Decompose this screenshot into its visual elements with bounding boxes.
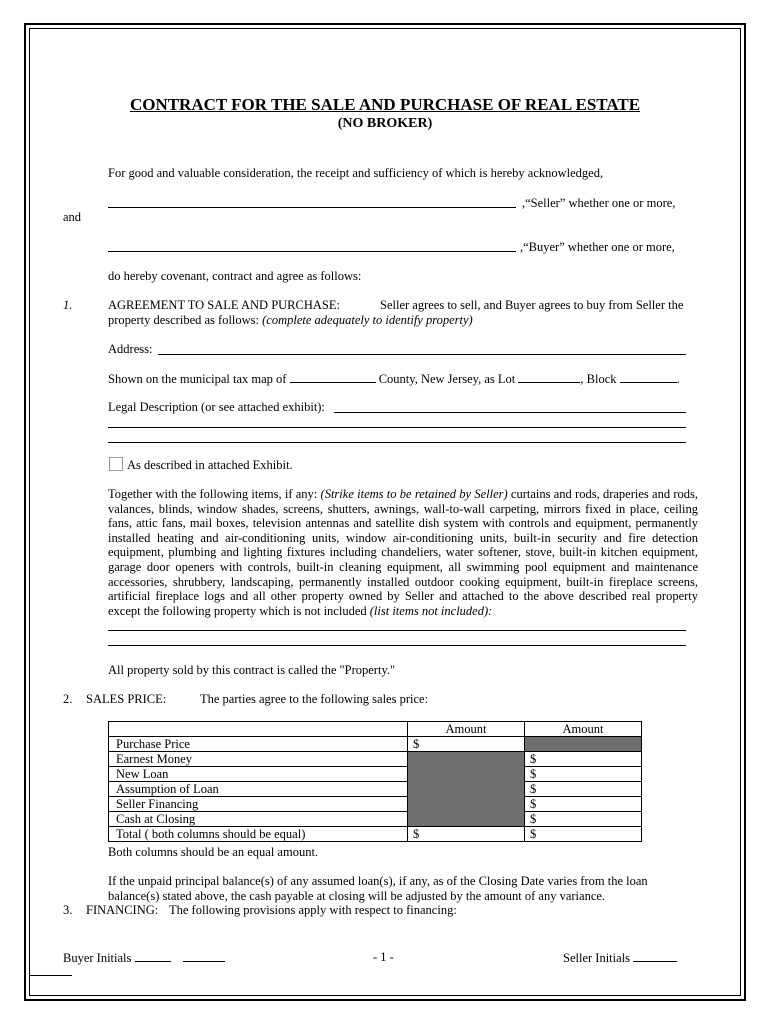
amount-cell[interactable]: $: [525, 782, 642, 797]
block-field[interactable]: [620, 371, 677, 383]
buyer-initials-field-1[interactable]: [135, 950, 171, 962]
exhibit-label: As described in attached Exhibit.: [127, 458, 293, 472]
row-label: Purchase Price: [109, 737, 408, 752]
amount-cell[interactable]: $: [525, 827, 642, 842]
legal-description-field-2[interactable]: [108, 427, 686, 428]
items-not-included-instruction: (list items not included):: [369, 603, 493, 618]
exhibit-checkbox[interactable]: [109, 457, 123, 471]
shaded-cell: [525, 737, 642, 752]
legal-description-field-1[interactable]: [334, 412, 686, 413]
taxmap-line: [108, 371, 680, 387]
taxmap-label-b: County, New Jersey, as Lot: [378, 372, 516, 386]
variance-paragraph: If the unpaid principal balance(s) of any assumed loan(s), if any, as of the Closing Date varies from the loan balance(s) stated above, the cash payable at closing will be adjusted by the amount of any variance.: [108, 874, 648, 903]
seller-initials-field[interactable]: [633, 950, 677, 962]
address-label: Address:: [108, 342, 153, 356]
amount-cell[interactable]: $: [408, 737, 525, 752]
section1-heading: AGREEMENT TO SALE AND PURCHASE:: [108, 298, 340, 312]
buyer-initials-label: Buyer Initials: [63, 951, 132, 965]
table-row: [109, 812, 642, 827]
row-label: Total ( both columns should be equal): [109, 827, 408, 842]
section1-text-b-italic: (complete adequately to identify property): [262, 313, 473, 327]
intro-text: For good and valuable consideration, the receipt and sufficiency of which is hereby acknowledged,: [108, 166, 604, 180]
document-title: CONTRACT FOR THE SALE AND PURCHASE OF REAL ESTATE: [129, 95, 641, 114]
buyer-label: ,“Buyer” whether one or more,: [520, 240, 675, 254]
table-row: [109, 767, 642, 782]
equal-amount-note: Both columns should be an equal amount.: [108, 845, 319, 859]
row-label: Cash at Closing: [109, 812, 408, 827]
municipality-field[interactable]: [290, 371, 376, 383]
seller-initials-label: Seller Initials: [563, 951, 630, 965]
section1-text-b: [108, 313, 473, 328]
section1-text-a: Seller agrees to sell, and Buyer agrees to buy from Seller the: [380, 298, 684, 312]
amount-cell[interactable]: $: [408, 827, 525, 842]
address-field[interactable]: [158, 354, 686, 355]
taxmap-label-a: Shown on the municipal tax map of: [108, 372, 287, 386]
lot-field[interactable]: [518, 371, 580, 383]
row-label: New Loan: [109, 767, 408, 782]
section3-heading: FINANCING:: [86, 903, 159, 917]
table-row: [109, 827, 642, 842]
amount-cell[interactable]: $: [525, 812, 642, 827]
table-row: [109, 752, 642, 767]
amount-cell[interactable]: $: [525, 752, 642, 767]
table-header-cell: [109, 722, 408, 737]
table-header-cell: Amount: [408, 722, 525, 737]
seller-name-field[interactable]: [108, 207, 516, 208]
page-number: - 1 -: [373, 950, 394, 964]
row-label: Assumption of Loan: [109, 782, 408, 797]
footer-rule: [29, 975, 72, 976]
table-row: [109, 737, 642, 752]
section2-text: The parties agree to the following sales price:: [200, 692, 429, 706]
excluded-items-field-1[interactable]: [108, 630, 686, 631]
covenant-text: do hereby covenant, contract and agree as follows:: [108, 269, 362, 283]
items-body: curtains and rods, draperies and rods, valances, blinds, window shades, screens, shutters, awnings, wall-to-wall carpeting, mirrors fixed in place, ceiling fans, attic fans, mail boxes, television antennas and satellite dish system with controls and equipment, permanently installed heating and air-conditioning units, window air-conditioning units, built-in security and fire detection equipment, plumbing and lighting fixtures including chandeliers, water softener, stove, built-in kitchen equipment, garage door openers with controls, built-in cleaning equipment, all swimming pool equipment and maintenance accessories, shrubbery, landscaping, permanently installed outdoor cooking equipment, built-in fireplace screens, artificial fireplace logs and all other property owned by Seller and attached to the above described real property except the following property which is not included: [108, 487, 699, 618]
amount-cell[interactable]: $: [525, 767, 642, 782]
table-header-row: [109, 722, 642, 737]
property-definition: All property sold by this contract is called the "Property.": [108, 663, 396, 677]
amount-cell[interactable]: $: [525, 797, 642, 812]
taxmap-label-c: , Block: [580, 372, 617, 386]
shaded-cell: [408, 752, 525, 827]
table-row: [109, 797, 642, 812]
row-label: Seller Financing: [109, 797, 408, 812]
buyer-name-field[interactable]: [108, 251, 516, 252]
items-strike-instruction: (Strike items to be retained by Seller): [320, 487, 508, 501]
legal-description-label: Legal Description (or see attached exhibit):: [108, 400, 325, 414]
section1-text-b-plain: property described as follows:: [108, 313, 260, 327]
included-items-paragraph: [108, 487, 698, 618]
legal-description-field-3[interactable]: [108, 442, 686, 443]
seller-initials: [563, 950, 677, 966]
excluded-items-field-2[interactable]: [108, 645, 686, 646]
row-label: Earnest Money: [109, 752, 408, 767]
and-label: and: [63, 210, 82, 224]
section2-number: 2.: [63, 692, 73, 706]
table-header-cell: Amount: [525, 722, 642, 737]
section3-text: The following provisions apply with respect to financing:: [169, 903, 457, 917]
sales-price-table: [108, 721, 642, 842]
document-subtitle: (NO BROKER): [337, 116, 433, 131]
section3-number: 3.: [63, 903, 73, 917]
buyer-initials-field-2[interactable]: [183, 950, 225, 962]
seller-label: ,“Seller” whether one or more,: [522, 196, 676, 210]
section2-heading: SALES PRICE:: [86, 692, 167, 706]
table-row: [109, 782, 642, 797]
buyer-initials: [63, 950, 225, 966]
section1-number: 1.: [63, 298, 73, 312]
taxmap-end: .: [676, 372, 680, 386]
items-start: Together with the following items, if any:: [108, 487, 318, 501]
